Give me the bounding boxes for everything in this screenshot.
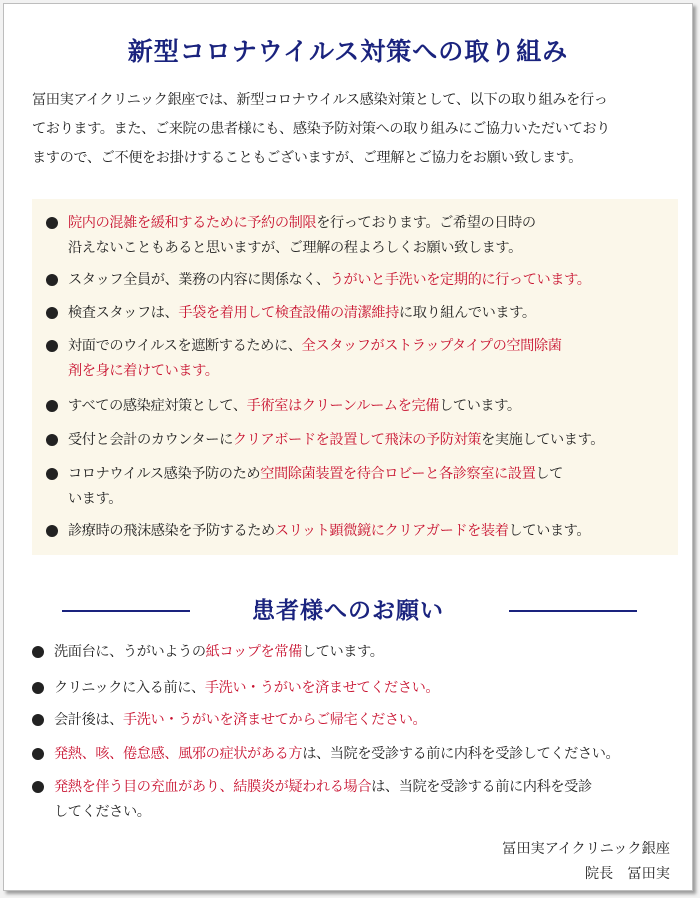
item-text xyxy=(54,676,682,701)
measure-item xyxy=(46,462,674,512)
body-text: 洗面台に、うがいようの xyxy=(54,644,206,660)
item-text xyxy=(68,462,674,512)
notice-card xyxy=(3,3,693,891)
requests-heading xyxy=(4,593,692,629)
highlight-text: うがいと手洗いを定期的に行っています。 xyxy=(329,272,591,288)
bullet-icon xyxy=(46,307,58,319)
bullet-icon xyxy=(46,400,58,412)
body-text: を行っております。ご希望の日時の xyxy=(316,215,536,231)
item-line xyxy=(68,334,674,359)
bullet-icon xyxy=(32,646,44,658)
body-text: クリニックに入る前に、 xyxy=(54,680,205,696)
measure-item xyxy=(46,334,674,384)
body-text: を実施しています。 xyxy=(481,432,605,448)
item-text xyxy=(68,268,674,293)
requests-title: 患者様へのお願い xyxy=(252,597,444,624)
body-text: してください。 xyxy=(54,804,151,820)
measures-box xyxy=(32,199,678,555)
body-text: コロナウイルス感染予防のため xyxy=(68,466,261,482)
body-text: しています。 xyxy=(301,644,384,660)
intro-paragraph xyxy=(32,86,672,173)
item-line xyxy=(68,359,674,384)
item-line xyxy=(68,268,674,293)
bullet-icon xyxy=(46,468,58,480)
request-item xyxy=(32,640,682,665)
request-item xyxy=(32,775,682,825)
heading-rule-right xyxy=(509,610,637,612)
intro-line: ております。また、ご来院の患者様にも、感染予防対策への取り組みにご協力いただいており xyxy=(32,121,610,137)
measure-item xyxy=(46,519,674,544)
item-text xyxy=(54,640,682,665)
bullet-icon xyxy=(46,525,58,537)
item-line xyxy=(68,487,674,512)
bullet-icon xyxy=(32,748,44,760)
item-text xyxy=(68,211,674,261)
item-text xyxy=(68,519,674,544)
item-line xyxy=(68,211,674,236)
body-text: は、当院を受診する前に内科を受診してください。 xyxy=(302,746,620,762)
bullet-icon xyxy=(46,274,58,286)
item-line xyxy=(68,301,674,326)
page-title: 新型コロナウイルス対策への取り組み xyxy=(127,37,569,66)
item-line xyxy=(54,640,682,665)
body-text: 受付と会計のカウンターに xyxy=(68,432,233,448)
measure-item xyxy=(46,211,674,261)
measure-item xyxy=(46,301,674,326)
body-text: 対面でのウイルスを遮断するために、 xyxy=(68,338,302,354)
body-text: 沿えないこともあると思いますが、ご理解の程よろしくお願い致します。 xyxy=(68,240,522,256)
request-item xyxy=(32,676,682,701)
body-text: 会計後は、 xyxy=(54,712,123,728)
highlight-text: 全スタッフがストラップタイプの空間除菌 xyxy=(301,338,562,354)
body-text: スタッフ全員が、業務の内容に関係なく、 xyxy=(68,272,330,288)
highlight-text: 空間除菌装置を待合ロビーと各診察室に設置 xyxy=(260,466,536,482)
intro-line: ますので、ご不便をお掛けすることもございますが、ご理解とご協力をお願い致します。 xyxy=(32,150,583,166)
item-text xyxy=(54,708,682,733)
highlight-text: 手術室はクリーンルームを完備 xyxy=(246,398,440,414)
request-item xyxy=(32,708,682,733)
item-line xyxy=(54,708,682,733)
item-text xyxy=(68,334,674,384)
bullet-icon xyxy=(32,714,44,726)
bullet-icon xyxy=(46,340,58,352)
item-line xyxy=(54,775,682,800)
item-line xyxy=(54,800,682,825)
item-line xyxy=(68,236,674,261)
bullet-icon xyxy=(46,434,58,446)
bullet-icon xyxy=(46,217,58,229)
highlight-text: 発熱、咳、倦怠感、風邪の症状がある方 xyxy=(54,746,303,762)
highlight-text: 院内の混雑を緩和するために予約の制限 xyxy=(68,215,317,231)
item-text xyxy=(68,394,674,419)
item-text xyxy=(54,775,682,825)
item-line xyxy=(54,676,682,701)
body-text: に取り組んでいます。 xyxy=(398,305,536,321)
item-text xyxy=(54,742,682,767)
director-name: 院長 冨田実 xyxy=(584,866,670,882)
body-text: して xyxy=(535,466,563,482)
signature xyxy=(502,837,670,887)
request-item xyxy=(32,742,682,767)
body-text: は、当院を受診する前に内科を受診 xyxy=(371,779,592,795)
body-text: しています。 xyxy=(439,398,521,414)
clinic-name: 冨田実アイクリニック銀座 xyxy=(502,841,670,857)
body-text: しています。 xyxy=(508,523,591,539)
item-line xyxy=(68,519,674,544)
bullet-icon xyxy=(32,682,44,694)
body-text: います。 xyxy=(68,491,123,507)
item-line xyxy=(68,462,674,487)
highlight-text: 紙コップを常備 xyxy=(205,644,302,660)
highlight-text: 発熱を伴う目の充血があり、結膜炎が疑われる場合 xyxy=(54,779,372,795)
body-text: 診療時の飛沫感染を予防するため xyxy=(68,523,275,539)
highlight-text: 手洗い・うがいを済ませてからご帰宅ください。 xyxy=(122,712,427,728)
item-text xyxy=(68,301,674,326)
body-text: すべての感染症対策として、 xyxy=(68,398,247,414)
highlight-text: スリット顕微鏡にクリアガードを装着 xyxy=(274,523,509,539)
item-line xyxy=(68,394,674,419)
highlight-text: 剤を身に着けています。 xyxy=(68,363,219,379)
highlight-text: クリアボードを設置して飛沫の予防対策 xyxy=(232,432,482,448)
item-line xyxy=(54,742,682,767)
item-text xyxy=(68,428,674,453)
measure-item xyxy=(46,428,674,453)
item-line xyxy=(68,428,674,453)
body-text: 検査スタッフは、 xyxy=(68,305,179,321)
bullet-icon xyxy=(32,781,44,793)
intro-line: 冨田実アイクリニック銀座では、新型コロナウイルス感染対策として、以下の取り組みを行っ xyxy=(32,92,608,108)
measure-item xyxy=(46,268,674,293)
highlight-text: 手洗い・うがいを済ませてください。 xyxy=(204,680,440,696)
highlight-text: 手袋を着用して検査設備の清潔維持 xyxy=(178,305,399,321)
measure-item xyxy=(46,394,674,419)
